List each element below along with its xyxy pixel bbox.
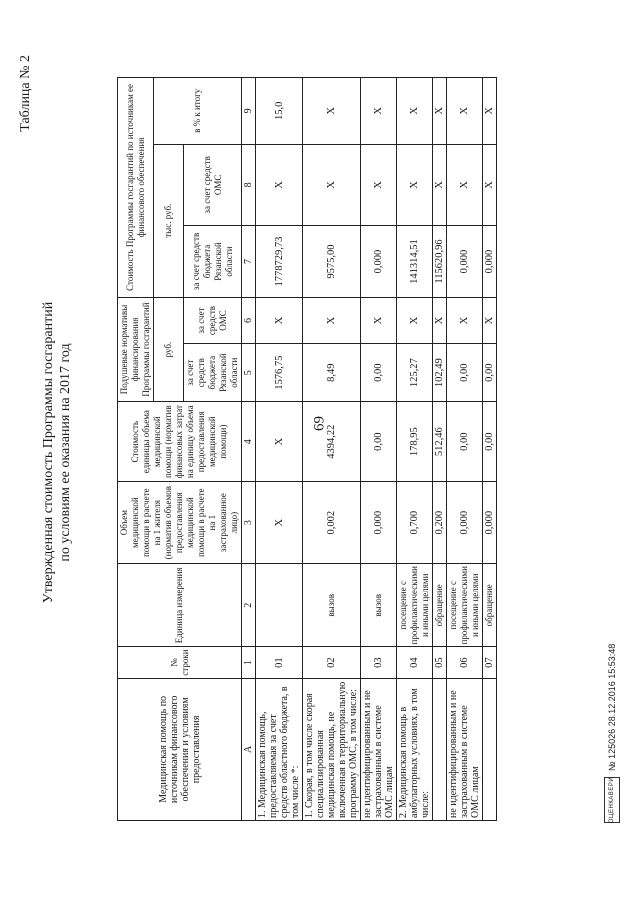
- cell-unit: [256, 564, 303, 647]
- cell-total-budget: 0,000: [361, 226, 397, 298]
- cell-norm-oms: X: [433, 297, 447, 343]
- col-number: 4: [242, 402, 256, 482]
- cell-volume: 0,200: [433, 482, 447, 564]
- header-col-row: № строки: [118, 647, 242, 678]
- cell-pct: X: [447, 78, 483, 145]
- cell-pct: X: [303, 78, 361, 145]
- col-number: 2: [242, 564, 256, 647]
- cell-volume: X: [256, 482, 303, 564]
- cell-norm-oms: X: [447, 297, 483, 343]
- cell-cost: 0,00: [361, 402, 397, 482]
- col-number: 3: [242, 482, 256, 564]
- table-body: [256, 78, 497, 821]
- col-number: А: [242, 678, 256, 820]
- table-row: [256, 78, 303, 821]
- cell-total-oms: X: [433, 144, 447, 226]
- cell-unit: обращение: [483, 564, 497, 647]
- cell-cost: X: [256, 402, 303, 482]
- cell-total-oms: X: [483, 144, 497, 226]
- col-number: 9: [242, 78, 256, 145]
- cell-cost: 512,46: [433, 402, 447, 482]
- header-col-a: Медицинская помощь по источникам финансового обеспечения и условиям предоставления: [118, 678, 242, 820]
- table-row: [361, 78, 397, 821]
- header-col-unit: Единица измерения: [118, 564, 242, 647]
- cell-name: 1. Медицинская помощь, предоставляемая за счет средств областного бюджета, в том числе *:: [256, 678, 303, 820]
- title-line-2: по условиям ее оказания на 2017 год: [58, 343, 73, 562]
- cell-num: 05: [433, 647, 447, 678]
- title-line-1: Утвержденная стоимость Программы госгарантий: [41, 301, 56, 604]
- table-row: [447, 78, 483, 821]
- cell-pct: 15,0: [256, 78, 303, 145]
- cell-unit: вызов: [303, 564, 361, 647]
- cell-total-budget: 1778729,73: [256, 226, 303, 298]
- page-number: 69: [311, 416, 328, 431]
- cell-pct: X: [361, 78, 397, 145]
- document-number: № 125026 28.12.2016 15:53:48: [607, 643, 617, 771]
- cell-norm-oms: X: [483, 297, 497, 343]
- cell-num: 04: [397, 647, 433, 678]
- cell-name: не идентифицированным и не застрахованным в системе ОМС лицам: [447, 678, 483, 820]
- cell-num: 06: [447, 647, 483, 678]
- cell-total-oms: X: [397, 144, 433, 226]
- cell-cost: 0,00: [447, 402, 483, 482]
- cell-name: 2. Медицинская помощь в амбулаторных условиях, в том числе:: [397, 678, 433, 820]
- header-norm-oms: за счет средств ОМС: [184, 297, 242, 343]
- header-total-oms: за счет средств ОМС: [184, 144, 242, 226]
- verification-stamp: ОЦЕНКАВЕРИ: [604, 777, 620, 823]
- table-label: Таблица № 2: [18, 55, 33, 132]
- cell-pct: X: [397, 78, 433, 145]
- cell-norm-budget: 102,49: [433, 344, 447, 402]
- cell-total-oms: X: [361, 144, 397, 226]
- cell-total-budget: 9575,00: [303, 226, 361, 298]
- col-number: 6: [242, 297, 256, 343]
- cell-total-oms: X: [256, 144, 303, 226]
- col-number: 5: [242, 344, 256, 402]
- header-norm-unit: руб.: [154, 297, 184, 401]
- table-row: [397, 78, 433, 821]
- header-col-cost: Стоимость единицы объема медицинской помощи (норматив финансовых затрат на единицу объема предоставления медицинской помощи): [118, 402, 242, 482]
- cell-norm-budget: 0,00: [361, 344, 397, 402]
- cell-norm-budget: 0,00: [447, 344, 483, 402]
- cell-volume: 0,000: [483, 482, 497, 564]
- document-title: [40, 0, 74, 905]
- cell-name: 1. Скорая, в том числе скорая специализированная медицинская помощь, не включенная в территориальную программу ОМС, в том числе:: [303, 678, 361, 820]
- header-norm-budget: за счет средств бюджета Рязанской области: [184, 344, 242, 402]
- cell-name: не идентифицированным и не застрахованным в системе ОМС лицам: [361, 678, 397, 820]
- column-numbers-row: [242, 78, 256, 821]
- header-row: [118, 78, 154, 821]
- cell-name: [483, 678, 497, 820]
- header-total-pct: в % к итогу: [154, 78, 242, 145]
- cell-norm-budget: 125,27: [397, 344, 433, 402]
- cell-norm-oms: X: [361, 297, 397, 343]
- cell-volume: 0,000: [447, 482, 483, 564]
- cell-norm-oms: X: [303, 297, 361, 343]
- header-total-unit: тыс. руб.: [154, 144, 184, 297]
- cell-num: 02: [303, 647, 361, 678]
- cell-pct: X: [483, 78, 497, 145]
- cell-volume: 0,000: [361, 482, 397, 564]
- header-group-total: Стоимость Программы госгарантий по источникам ее финансового обеспечения: [118, 78, 154, 298]
- footer: [604, 644, 620, 823]
- cell-norm-oms: X: [256, 297, 303, 343]
- cell-volume: 0,002: [303, 482, 361, 564]
- cell-total-budget: 141314,51: [397, 226, 433, 298]
- cost-table: [117, 77, 497, 821]
- table-row: [483, 78, 497, 821]
- cell-name: [433, 678, 447, 820]
- cell-pct: X: [433, 78, 447, 145]
- cell-unit: вызов: [361, 564, 397, 647]
- table-row: [303, 78, 361, 821]
- cell-total-budget: 0,000: [447, 226, 483, 298]
- col-number: 7: [242, 226, 256, 298]
- header-col-volume: Объем медицинской помощи в расчете на 1 жителя (норматив объемов предоставления медицинской помощи в расчете на 1 застрахованное лицо): [118, 482, 242, 564]
- cell-total-oms: X: [303, 144, 361, 226]
- cell-cost: 178,95: [397, 402, 433, 482]
- cell-norm-budget: 1576,75: [256, 344, 303, 402]
- cell-norm-budget: 8,49: [303, 344, 361, 402]
- cell-volume: 0,700: [397, 482, 433, 564]
- cell-cost: 0,00: [483, 402, 497, 482]
- header-group-norm: Подушевые нормативы финансирования Программы госгарантий: [118, 297, 154, 401]
- cell-num: 07: [483, 647, 497, 678]
- col-number: 1: [242, 647, 256, 678]
- cell-num: 01: [256, 647, 303, 678]
- cell-total-budget: 115620,96: [433, 226, 447, 298]
- cell-norm-oms: X: [397, 297, 433, 343]
- cell-total-oms: X: [447, 144, 483, 226]
- header-total-budget: за счет средств бюджета Рязанской области: [184, 226, 242, 298]
- cell-num: 03: [361, 647, 397, 678]
- table-row: [433, 78, 447, 821]
- cell-unit: посещение с профилактическими и иными целями: [447, 564, 483, 647]
- cell-unit: обращение: [433, 564, 447, 647]
- col-number: 8: [242, 144, 256, 226]
- cell-total-budget: 0,000: [483, 226, 497, 298]
- cell-cost: 4394,22: [303, 402, 361, 482]
- cell-norm-budget: 0,00: [483, 344, 497, 402]
- cell-unit: посещение с профилактическими и иными целями: [397, 564, 433, 647]
